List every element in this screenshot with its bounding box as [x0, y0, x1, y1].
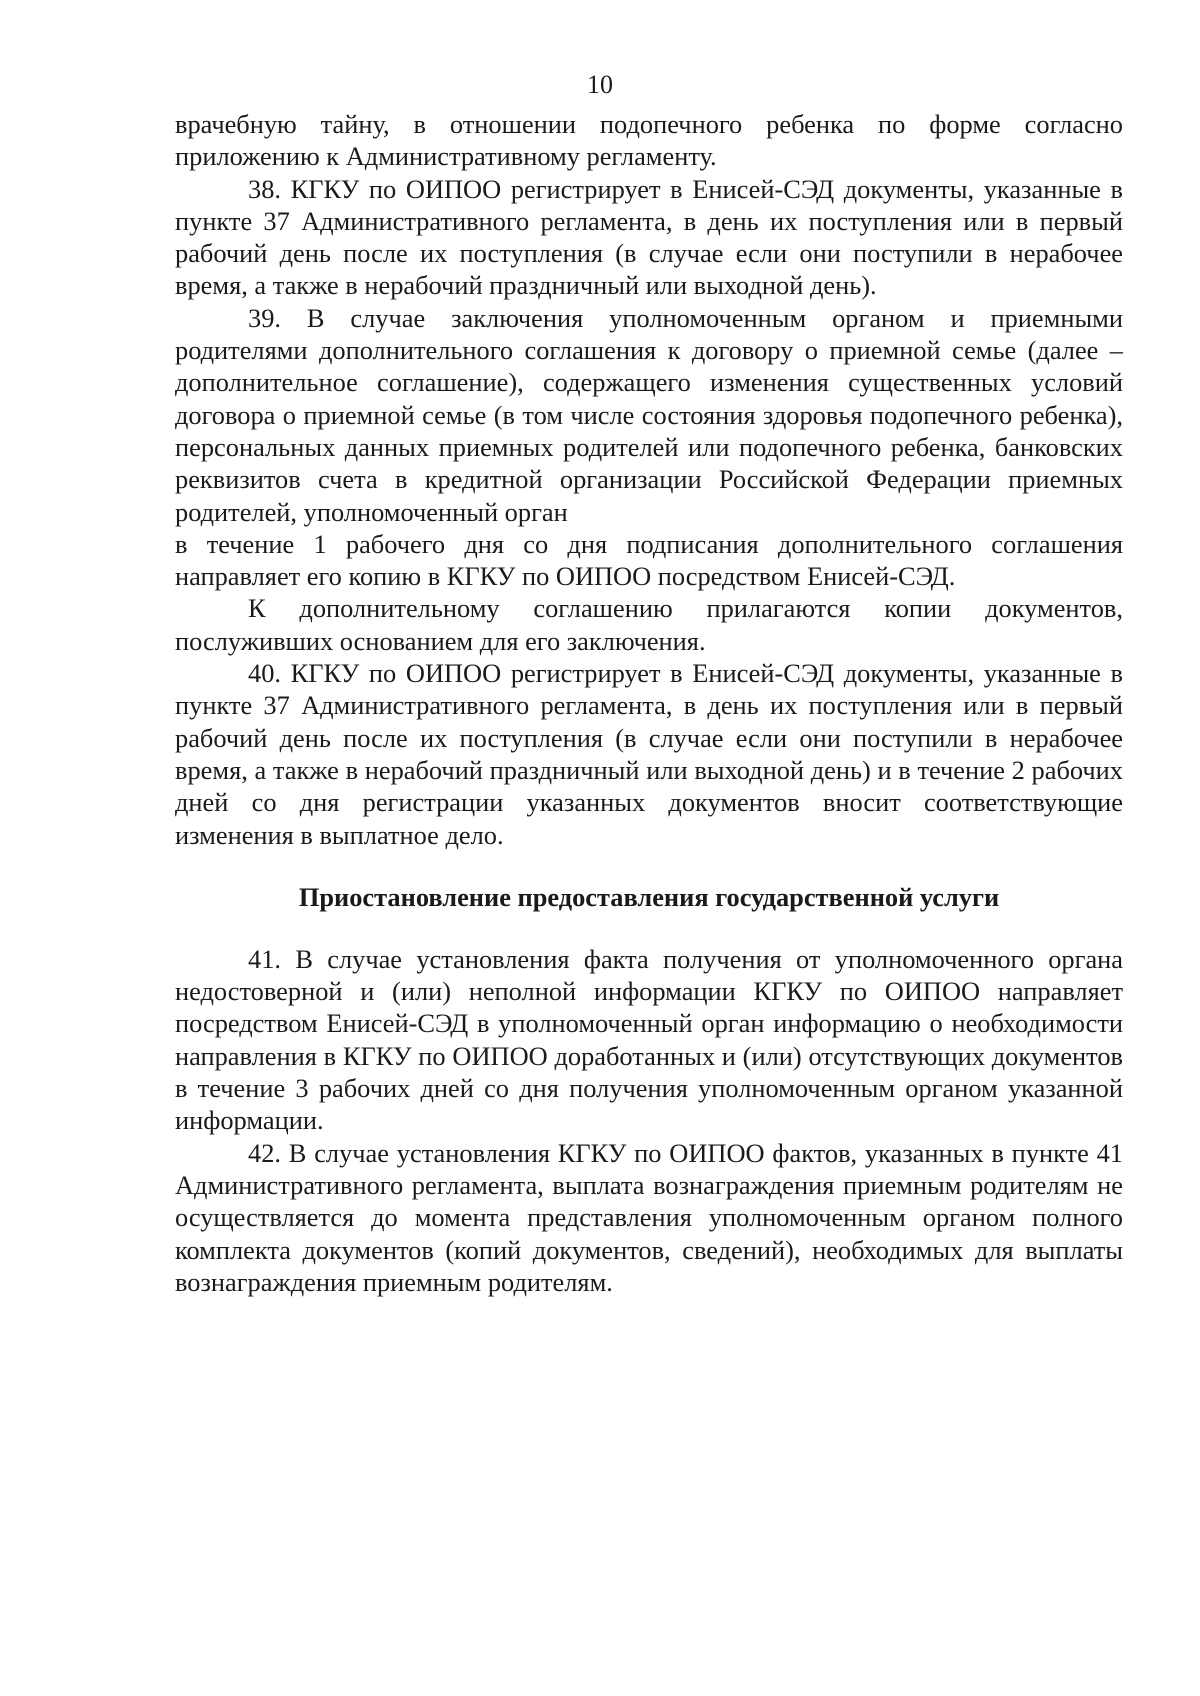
paragraph-39-continuation: в течение 1 рабочего дня со дня подписания дополнительного соглашения направляет его копию в КГКУ по ОИПОО посредством Енисей-СЭД. — [175, 528, 1123, 592]
page-number: 10 — [587, 70, 613, 99]
section-heading: Приостановление предоставления государственной услуги — [298, 881, 1000, 912]
document-body — [175, 108, 1123, 1298]
paragraph-40: 40. КГКУ по ОИПОО регистрирует в Енисей-СЭД документы, указанные в пункте 37 Административного регламента, в день их поступления или в первый рабочий день после их поступления (в случае если они поступили в нерабочее время, а также в нерабочий праздничный или выходной день) и в течение 2 рабочих дней со дня регистрации указанных документов вносит соответствующие изменения в выплатное дело. — [175, 658, 1123, 850]
paragraph-41: 41. В случае установления факта получения от уполномоченного органа недостоверной и (или) неполной информации КГКУ по ОИПОО направляет посредством Енисей-СЭД в уполномоченный орган информацию о необходимости направления в КГКУ по ОИПОО доработанных и (или) отсутствующих документов в течение 3 рабочих дней со дня получения уполномоченным органом указанной информации. — [175, 943, 1123, 1136]
paragraph-39: 39. В случае заключения уполномоченным органом и приемными родителями дополнительного соглашения к договору о приемной семье (далее – дополнительное соглашение), содержащего изменения существенных условий договора о приемной семье (в том числе состояния здоровья подопечного ребенка), персональных данных приемных родителей или подопечного ребенка, банковских реквизитов счета в кредитной организации Российской Федерации приемных родителей, уполномоченный орган — [175, 302, 1123, 527]
paragraph-continuation: врачебную тайну, в отношении подопечного ребенка по форме согласно приложению к Административному регламенту. — [175, 109, 1123, 172]
paragraph-42: 42. В случае установления КГКУ по ОИПОО фактов, указанных в пункте 41 Административного регламента, выплата вознаграждения приемным родителям не осуществляется до момента представления уполномоченным органом полного комплекта документов (копий документов, сведений), необходимых для выплаты вознаграждения приемным родителям. — [175, 1137, 1123, 1297]
paragraph-38: 38. КГКУ по ОИПОО регистрирует в Енисей-СЭД документы, указанные в пункте 37 Административного регламента, в день их поступления или в первый рабочий день после их поступления (в случае если они поступили в нерабочее время, а также в нерабочий праздничный или выходной день). — [175, 173, 1123, 301]
paragraph-39-attachments: К дополнительному соглашению прилагаются копии документов, послуживших основанием для его заключения. — [175, 593, 1123, 656]
